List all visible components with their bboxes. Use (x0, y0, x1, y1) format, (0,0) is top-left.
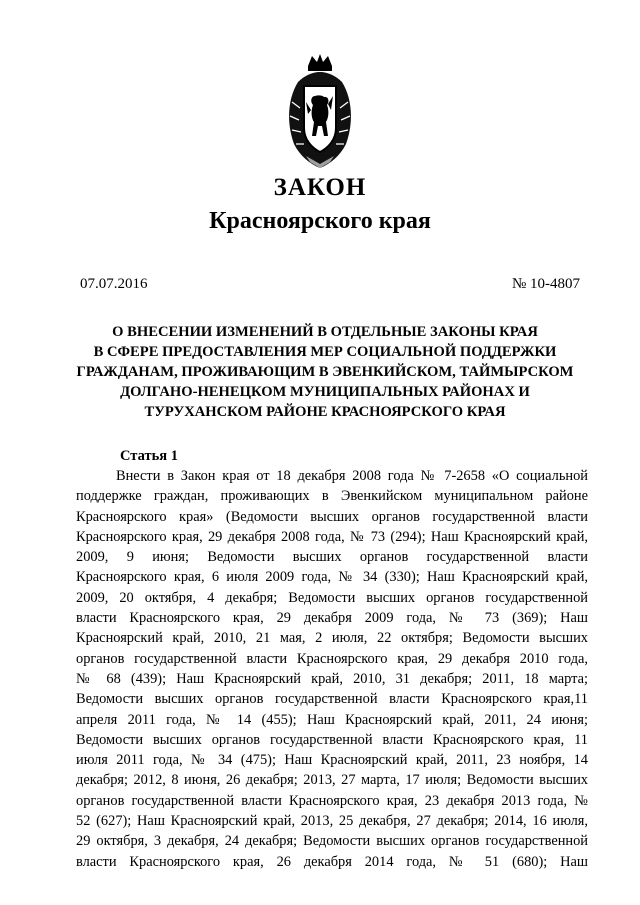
document-date: 07.07.2016 (80, 276, 148, 292)
body-line: Красноярского края, 6 июля 2009 года, № 34 (330); Наш Красноярский край, (76, 569, 588, 586)
heading-line: В СФЕРЕ ПРЕДОСТАВЛЕНИЯ МЕР СОЦИАЛЬНОЙ ПОДДЕРЖКИ (93, 344, 557, 360)
heading-line: ТУРУХАНСКОМ РАЙОНЕ КРАСНОЯРСКОГО КРАЯ (144, 404, 506, 420)
body-line: декабря; 2012, 8 июня, 26 декабря; 2013, 27 марта, 17 июля; Ведомости высших (76, 772, 588, 789)
heading-line: О ВНЕСЕНИИ ИЗМЕНЕНИЙ В ОТДЕЛЬНЫЕ ЗАКОНЫ КРАЯ (112, 324, 538, 340)
body-line: 52 (627); Наш Красноярский край, 2013, 25 декабря, 27 декабря; 2014, 16 июля, (76, 813, 588, 830)
document-type-title: ЗАКОН (273, 174, 367, 201)
body-line: Красноярский край, 2010, 21 мая, 2 июля, 22 октября; Ведомости высших (76, 630, 588, 647)
coat-of-arms-icon (284, 52, 356, 170)
article-body (76, 466, 588, 872)
body-line: апреля 2011 года, № 14 (455); Наш Красноярский край, 2011, 24 июня; (76, 711, 588, 728)
body-line: 29 октября, 3 декабря, 24 декабря; Ведомости высших органов государственной (76, 833, 588, 850)
body-line: власти Красноярского края, 29 декабря 2009 года, № 73 (369); Наш (76, 610, 588, 627)
law-heading (70, 322, 580, 422)
body-line: органов государственной власти Красноярского края, 29 декабря 2010 года, (76, 650, 588, 667)
document-number: № 10-4807 (511, 276, 580, 292)
body-line: органов государственной власти Красноярского края, 23 декабря 2013 года, № (76, 792, 588, 809)
body-line: Ведомости высших органов государственной власти Красноярского края,11 (76, 691, 588, 708)
body-line: поддержке граждан, проживающих в Эвенкийском муниципальном районе (76, 488, 588, 505)
body-line: власти Красноярского края, 26 декабря 2014 года, № 51 (680); Наш (76, 853, 588, 870)
heading-line: ДОЛГАНО-НЕНЕЦКОМ МУНИЦИПАЛЬНЫХ РАЙОНАХ И (120, 384, 530, 400)
body-line: июля 2011 года, № 34 (475); Наш Красноярский край, 2011, 23 ноября, 14 (76, 752, 588, 769)
body-line: Красноярского края, 29 декабря 2008 года, № 73 (294); Наш Красноярский край, (76, 528, 588, 545)
article-title: Статья 1 (120, 448, 178, 464)
body-line: 2009, 20 октября, 4 декабря; Ведомости высших органов государственной (76, 589, 588, 606)
body-line: Ведомости высших органов государственной власти Красноярского края, 11 (76, 731, 588, 748)
body-line: Внести в Закон края от 18 декабря 2008 года № 7-2658 «О социальной (116, 468, 588, 484)
body-line: Красноярского края» (Ведомости высших органов государственной власти (76, 508, 588, 525)
body-line: 2009, 9 июня; Ведомости высших органов государственной власти (76, 549, 588, 566)
body-line: № 68 (439); Наш Красноярский край, 2010, 31 декабря; 2011, 18 марта; (76, 670, 588, 687)
heading-line: ГРАЖДАНАМ, ПРОЖИВАЮЩИМ В ЭВЕНКИЙСКОМ, ТАЙМЫРСКОМ (76, 364, 574, 380)
region-title: Красноярского края (209, 208, 431, 234)
